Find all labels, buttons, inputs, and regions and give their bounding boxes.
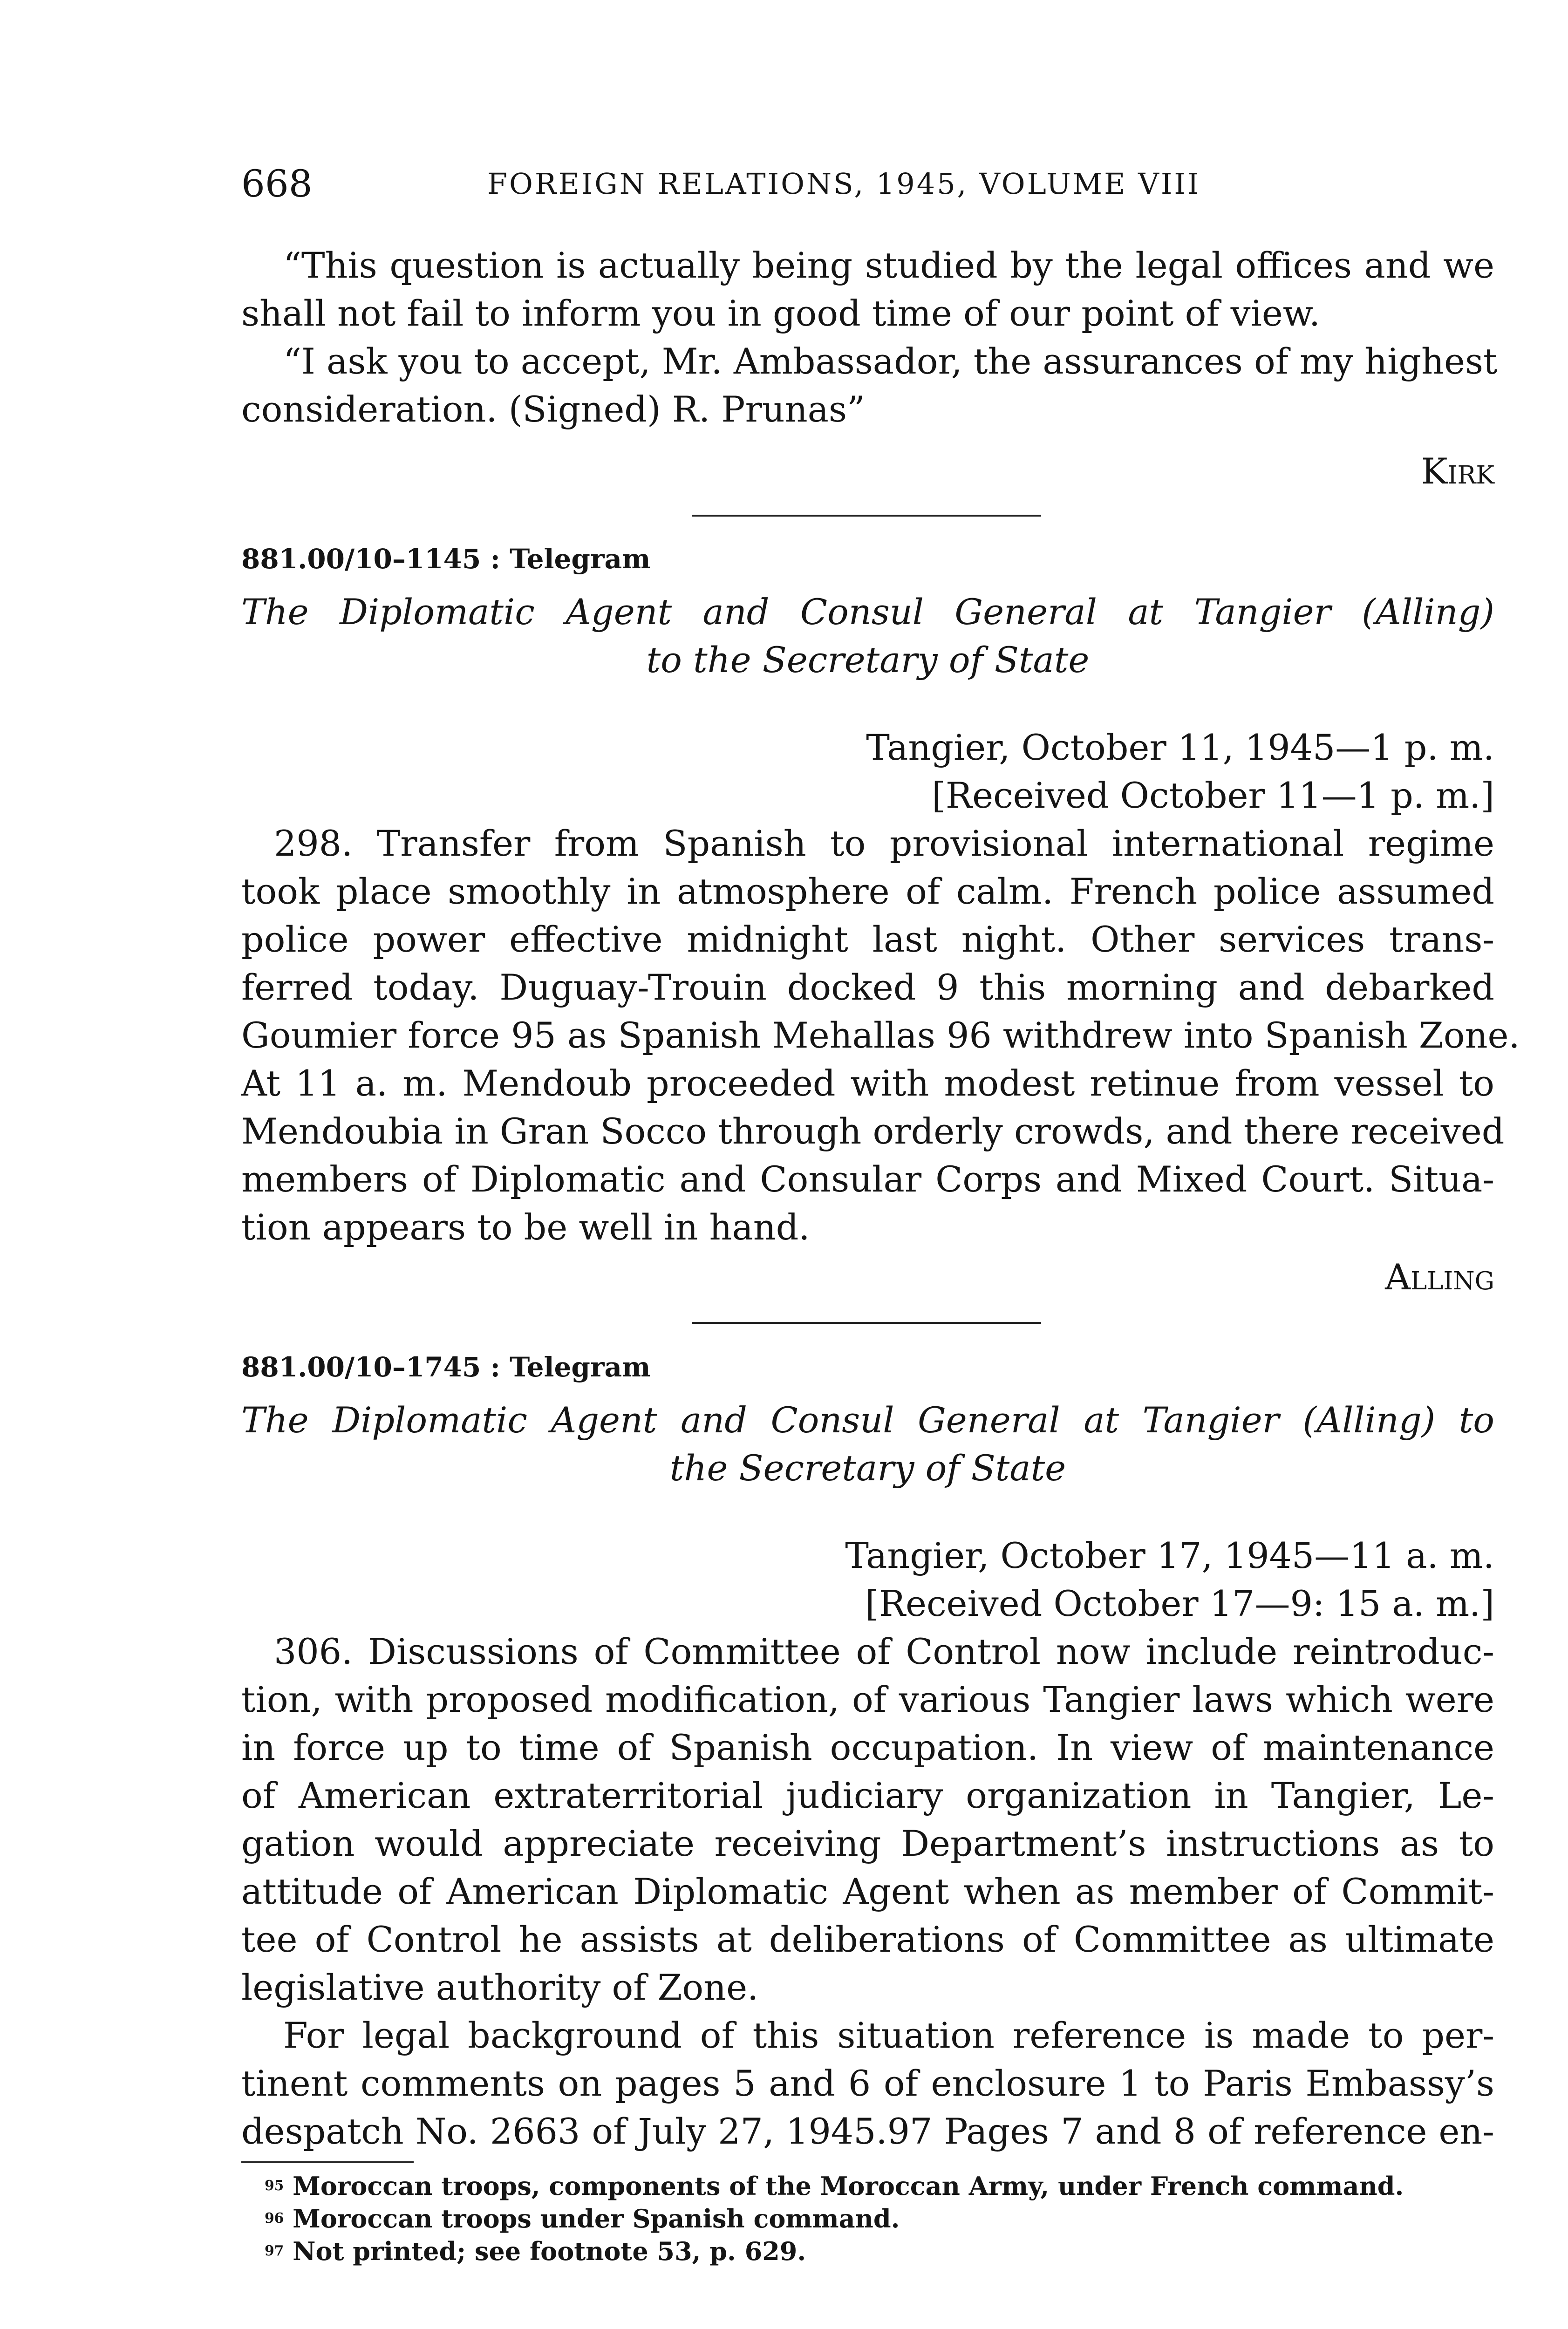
footnote: $^{97}$ Not printed; see footnote 53, p. 629. bbox=[265, 2236, 806, 2266]
text-line: legislative authority of Zone. bbox=[241, 1967, 759, 2008]
dateline bbox=[241, 723, 1494, 819]
text-line: For legal background of this situation reference is made to per- bbox=[283, 2015, 1494, 2056]
date-sent: Tangier, October 11, 1945—1 p. m. bbox=[866, 727, 1494, 768]
text-line: At 11 a. m. Mendoub proceeded with modest retinue from vessel to bbox=[241, 1062, 1494, 1104]
section-divider bbox=[692, 1322, 1041, 1324]
text-line: tinent comments on pages 5 and 6 of enclosure 1 to Paris Embassy’s bbox=[241, 2063, 1494, 2104]
text-line: tion, with proposed modification, of various Tangier laws which were bbox=[241, 1679, 1494, 1720]
text-line: members of Diplomatic and Consular Corps and Mixed Court. Situa- bbox=[241, 1158, 1494, 1200]
text-line: ferred today. Duguay-Trouin docked 9 this morning and debarked bbox=[241, 967, 1494, 1008]
date-sent: Tangier, October 17, 1945—11 a. m. bbox=[845, 1535, 1494, 1576]
title-line: to the Secretary of State bbox=[646, 639, 1090, 681]
text-line: Goumier force 95 as Spanish Mehallas 96 withdrew into Spanish Zone. bbox=[241, 1015, 1520, 1056]
text-line: in force up to time of Spanish occupation. In view of maintenance bbox=[241, 1727, 1494, 1768]
text-line: 298. Transfer from Spanish to provisional international regime bbox=[274, 823, 1494, 864]
signature-alling: Alling bbox=[1385, 1256, 1494, 1298]
footnote: $^{95}$ Moroccan troops, components of the Moroccan Army, under French command. bbox=[265, 2171, 1404, 2201]
footnotes bbox=[265, 2170, 1494, 2268]
running-head bbox=[241, 158, 1494, 210]
text-line: consideration. (Signed) R. Prunas” bbox=[241, 388, 865, 430]
signature-kirk: Kirk bbox=[1421, 450, 1494, 492]
dateline bbox=[241, 1532, 1494, 1628]
doc-title bbox=[241, 588, 1494, 684]
text-line: attitude of American Diplomatic Agent when as member of Commit- bbox=[241, 1871, 1494, 1912]
text-line: Mendoubia in Gran Socco through orderly crowds, and there received bbox=[241, 1110, 1505, 1152]
text-line: police power effective midnight last night. Other services trans- bbox=[241, 919, 1494, 960]
doc-reference: 881.00/10–1745 : Telegram bbox=[241, 1351, 651, 1383]
text-line: despatch No. 2663 of July 27, 1945.97 Pages 7 and 8 of reference en- bbox=[241, 2111, 1494, 2152]
text-line: tee of Control he assists at deliberations of Committee as ultimate bbox=[241, 1919, 1494, 1960]
doc-title bbox=[241, 1396, 1494, 1492]
text-line: “This question is actually being studied by the legal offices and we bbox=[283, 245, 1494, 286]
text-line: shall not fail to inform you in good time of our point of view. bbox=[241, 293, 1321, 334]
text-line: took place smoothly in atmosphere of calm. French police assumed bbox=[241, 871, 1494, 912]
title-line: the Secretary of State bbox=[669, 1447, 1066, 1489]
intro-text bbox=[241, 241, 1498, 433]
section-divider bbox=[692, 515, 1041, 517]
title-line: The Diplomatic Agent and Consul General at Tangier (Alling) bbox=[241, 591, 1494, 633]
footnote: $^{96}$ Moroccan troops under Spanish command. bbox=[265, 2204, 900, 2234]
text-line: gation would appreciate receiving Department’s instructions as to bbox=[241, 1823, 1494, 1864]
date-received: [Received October 11—1 p. m.] bbox=[932, 775, 1494, 816]
telegram-body bbox=[241, 1628, 1494, 2155]
footnote-divider bbox=[241, 2161, 414, 2163]
text-line: 306. Discussions of Committee of Control now include reintroduc- bbox=[274, 1631, 1494, 1672]
date-received: [Received October 17—9: 15 a. m.] bbox=[865, 1583, 1494, 1624]
doc-reference: 881.00/10–1145 : Telegram bbox=[241, 543, 651, 575]
page-number: 668 bbox=[241, 162, 313, 205]
text-line: of American extraterritorial judiciary organization in Tangier, Le- bbox=[241, 1775, 1494, 1816]
text-line: “I ask you to accept, Mr. Ambassador, the assurances of my highest bbox=[283, 340, 1498, 382]
title-line: The Diplomatic Agent and Consul General at Tangier (Alling) to bbox=[241, 1399, 1494, 1441]
telegram-body bbox=[241, 819, 1520, 1251]
running-title: FOREIGN RELATIONS, 1945, VOLUME VIII bbox=[487, 167, 1201, 201]
text-line: tion appears to be well in hand. bbox=[241, 1206, 810, 1248]
